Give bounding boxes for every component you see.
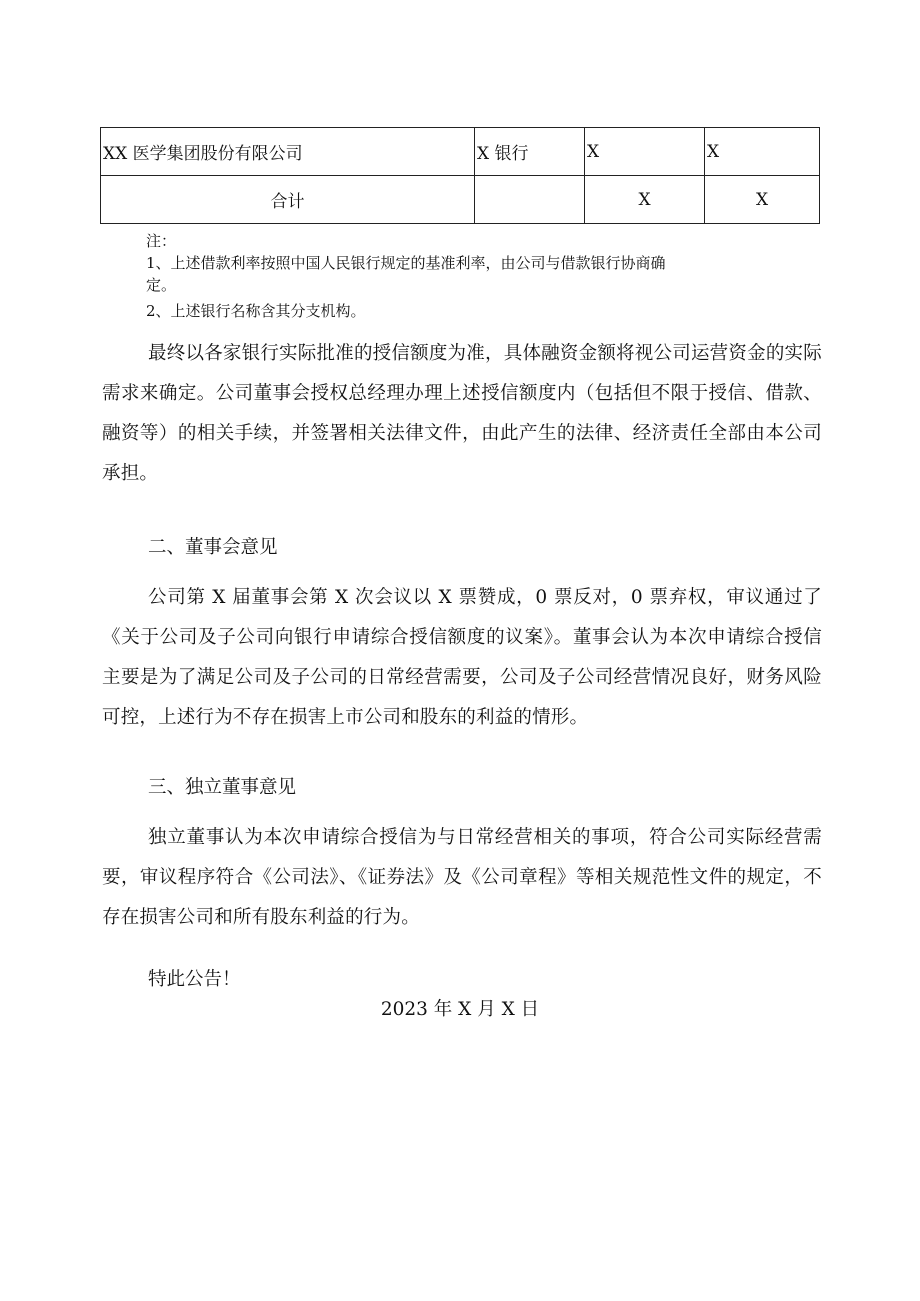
credit-approval-paragraph: 最终以各家银行实际批准的授信额度为准，具体融资金额将视公司运营资金的实际需求来确定。公司董事会授权总经理办理上述授信额度内（包括但不限于授信、借款、融资等）的相关手续，并签署相关法律文件，由此产生的法律、经济责任全部由本公司承担。: [102, 343, 822, 484]
empty-cell: [475, 176, 585, 224]
total-label-cell: 合计: [101, 176, 475, 224]
credit-line-table: [100, 127, 820, 224]
company-name-cell: XX 医学集团股份有限公司: [101, 128, 475, 176]
section-heading-independent-director-opinion: 三、独立董事意见: [148, 777, 297, 798]
board-opinion-paragraph: 公司第 X 届董事会第 X 次会议以 X 票赞成，0 票反对，0 票弃权，审议通过了《关于公司及子公司向银行申请综合授信额度的议案》。董事会认为本次申请综合授信主要是为了满足公司及子公司的日常经营需要，公司及子公司经营情况良好，财务风险可控，上述行为不存在损害上市公司和股东的利益的情形。: [102, 587, 822, 728]
independent-director-paragraph: 独立董事认为本次申请综合授信为与日常经营相关的事项，符合公司实际经营需要，审议程序符合《公司法》、《证券法》及《公司章程》等相关规范性文件的规定，不存在损害公司和所有股东利益的行为。: [102, 827, 822, 928]
announcement-date: 2023 年 X 月 X 日: [380, 999, 540, 1020]
closing-statement: 特此公告！: [148, 969, 241, 990]
section-heading-board-opinion: 二、董事会意见: [148, 537, 278, 558]
total-amount-cell: X: [585, 176, 705, 224]
amount-cell: X: [705, 128, 820, 176]
amount-cell: X: [585, 128, 705, 176]
bank-name-cell: X 银行: [475, 128, 585, 176]
note-item: 定。: [146, 276, 177, 294]
note-item: 2、上述银行名称含其分支机构。: [146, 302, 366, 320]
table-row-total: [101, 176, 820, 224]
total-amount-cell: X: [705, 176, 820, 224]
table-row: [101, 128, 820, 176]
note-item: 1、上述借款利率按照中国人民银行规定的基准利率，由公司与借款银行协商确: [146, 254, 666, 272]
note-label: 注：: [146, 232, 177, 250]
